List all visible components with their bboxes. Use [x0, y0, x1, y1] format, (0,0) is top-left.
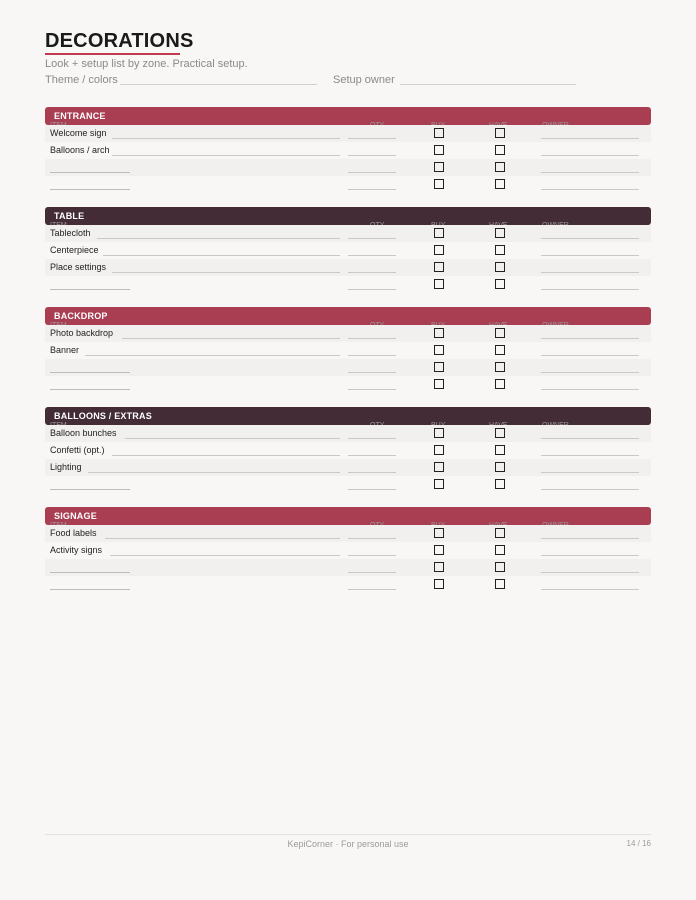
qty-field[interactable]: [348, 438, 396, 439]
footer-text: KepiCorner · For personal use: [287, 839, 409, 849]
list-item: [45, 459, 651, 476]
item-notes-line[interactable]: [103, 255, 340, 256]
buy-checkbox[interactable]: [434, 462, 444, 472]
item-name: Welcome sign: [50, 128, 107, 138]
page: [45, 0, 651, 900]
have-checkbox[interactable]: [495, 579, 505, 589]
list-item: [45, 359, 651, 376]
buy-checkbox[interactable]: [434, 345, 444, 355]
buy-checkbox[interactable]: [434, 445, 444, 455]
owner-field[interactable]: [541, 272, 639, 273]
item-name: Balloons / arch: [50, 145, 110, 155]
list-item: [45, 442, 651, 459]
have-checkbox[interactable]: [495, 262, 505, 272]
owner-field[interactable]: [541, 389, 639, 390]
qty-field[interactable]: [348, 538, 396, 539]
qty-field[interactable]: [348, 255, 396, 256]
list-item: [45, 542, 651, 559]
qty-field[interactable]: [348, 372, 396, 373]
item-blank-field[interactable]: [50, 589, 130, 590]
owner-field[interactable]: [541, 472, 639, 473]
owner-field[interactable]: [541, 455, 639, 456]
list-item: [45, 425, 651, 442]
section-signage: [45, 507, 651, 593]
item-name: Place settings: [50, 262, 107, 272]
list-item: [45, 159, 651, 176]
list-item: [45, 576, 651, 593]
footer-divider: [45, 834, 651, 835]
item-name: Activity signs: [50, 545, 103, 555]
section-backdrop: [45, 307, 651, 393]
owner-field[interactable]: [541, 372, 639, 373]
buy-checkbox[interactable]: [434, 328, 444, 338]
qty-field[interactable]: [348, 455, 396, 456]
owner-field[interactable]: [541, 138, 639, 139]
qty-field[interactable]: [348, 572, 396, 573]
have-checkbox[interactable]: [495, 528, 505, 538]
item-name: Photo backdrop: [50, 328, 114, 338]
section-balloons-extras: [45, 407, 651, 493]
item-notes-line[interactable]: [88, 472, 340, 473]
owner-field[interactable]: [541, 555, 639, 556]
owner-field[interactable]: [541, 255, 639, 256]
owner-field[interactable]: [541, 489, 639, 490]
section-header: BALLOONS / EXTRAS: [45, 407, 651, 425]
have-checkbox[interactable]: [495, 128, 505, 138]
owner-field[interactable]: [541, 338, 639, 339]
item-notes-line[interactable]: [125, 438, 340, 439]
list-item: [45, 476, 651, 493]
have-checkbox[interactable]: [495, 245, 505, 255]
owner-field[interactable]: [541, 438, 639, 439]
section-header: ENTRANCE: [45, 107, 651, 125]
qty-field[interactable]: [348, 155, 396, 156]
item-name: Centerpiece: [50, 245, 99, 255]
list-item: [45, 125, 651, 142]
buy-checkbox[interactable]: [434, 479, 444, 489]
item-name: Balloon bunches: [50, 428, 117, 438]
owner-field[interactable]: [541, 289, 639, 290]
buy-checkbox[interactable]: [434, 228, 444, 238]
have-checkbox[interactable]: [495, 428, 505, 438]
list-item: [45, 242, 651, 259]
owner-field[interactable]: [541, 172, 639, 173]
buy-checkbox[interactable]: [434, 262, 444, 272]
item-notes-line[interactable]: [112, 155, 340, 156]
qty-field[interactable]: [348, 555, 396, 556]
item-name: Food labels: [50, 528, 97, 538]
have-checkbox[interactable]: [495, 279, 505, 289]
page-title: DECORATIONS: [45, 30, 194, 52]
qty-field[interactable]: [348, 589, 396, 590]
buy-checkbox[interactable]: [434, 562, 444, 572]
qty-field[interactable]: [348, 172, 396, 173]
list-item: [45, 325, 651, 342]
item-blank-field[interactable]: [50, 489, 130, 490]
section-header: TABLE: [45, 207, 651, 225]
owner-field[interactable]: [541, 189, 639, 190]
item-notes-line[interactable]: [110, 555, 340, 556]
have-checkbox[interactable]: [495, 179, 505, 189]
list-item: [45, 342, 651, 359]
page-subtitle: Look + setup list by zone. Practical setup.: [45, 58, 248, 70]
section-header: SIGNAGE: [45, 507, 651, 525]
item-notes-line[interactable]: [105, 538, 340, 539]
buy-checkbox[interactable]: [434, 245, 444, 255]
qty-field[interactable]: [348, 272, 396, 273]
list-item: [45, 176, 651, 193]
item-notes-line[interactable]: [85, 355, 340, 356]
qty-field[interactable]: [348, 389, 396, 390]
have-checkbox[interactable]: [495, 462, 505, 472]
qty-field[interactable]: [348, 138, 396, 139]
item-name: Lighting: [50, 462, 82, 472]
have-checkbox[interactable]: [495, 362, 505, 372]
have-checkbox[interactable]: [495, 145, 505, 155]
setup-owner-label: Setup owner: [333, 74, 395, 86]
buy-checkbox[interactable]: [434, 145, 444, 155]
buy-checkbox[interactable]: [434, 162, 444, 172]
buy-checkbox[interactable]: [434, 428, 444, 438]
owner-field[interactable]: [541, 238, 639, 239]
theme-colors-label: Theme / colors: [45, 74, 118, 86]
qty-field[interactable]: [348, 472, 396, 473]
meta-row: [45, 74, 585, 88]
page-number: 14 / 16: [626, 839, 651, 848]
have-checkbox[interactable]: [495, 562, 505, 572]
have-checkbox[interactable]: [495, 545, 505, 555]
item-notes-line[interactable]: [112, 455, 340, 456]
have-checkbox[interactable]: [495, 479, 505, 489]
qty-field[interactable]: [348, 289, 396, 290]
buy-checkbox[interactable]: [434, 362, 444, 372]
setup-owner-field[interactable]: [400, 84, 576, 85]
list-item: [45, 376, 651, 393]
have-checkbox[interactable]: [495, 379, 505, 389]
item-notes-line[interactable]: [97, 238, 340, 239]
buy-checkbox[interactable]: [434, 179, 444, 189]
item-blank-field[interactable]: [50, 389, 130, 390]
item-blank-field[interactable]: [50, 172, 130, 173]
have-checkbox[interactable]: [495, 228, 505, 238]
owner-field[interactable]: [541, 155, 639, 156]
buy-checkbox[interactable]: [434, 279, 444, 289]
list-item: [45, 259, 651, 276]
qty-field[interactable]: [348, 489, 396, 490]
section-table: [45, 207, 651, 293]
owner-field[interactable]: [541, 589, 639, 590]
owner-field[interactable]: [541, 538, 639, 539]
item-notes-line[interactable]: [112, 272, 340, 273]
have-checkbox[interactable]: [495, 162, 505, 172]
qty-field[interactable]: [348, 189, 396, 190]
buy-checkbox[interactable]: [434, 379, 444, 389]
list-item: [45, 276, 651, 293]
list-item: [45, 142, 651, 159]
buy-checkbox[interactable]: [434, 128, 444, 138]
qty-field[interactable]: [348, 338, 396, 339]
list-item: [45, 225, 651, 242]
qty-field[interactable]: [348, 355, 396, 356]
buy-checkbox[interactable]: [434, 545, 444, 555]
have-checkbox[interactable]: [495, 345, 505, 355]
item-notes-line[interactable]: [112, 138, 340, 139]
list-item: [45, 559, 651, 576]
section-entrance: [45, 107, 651, 193]
item-blank-field[interactable]: [50, 372, 130, 373]
have-checkbox[interactable]: [495, 328, 505, 338]
buy-checkbox[interactable]: [434, 579, 444, 589]
item-name: Banner: [50, 345, 80, 355]
item-blank-field[interactable]: [50, 189, 130, 190]
theme-colors-field[interactable]: [120, 84, 317, 85]
have-checkbox[interactable]: [495, 445, 505, 455]
owner-field[interactable]: [541, 572, 639, 573]
item-notes-line[interactable]: [122, 338, 340, 339]
title-underline: [45, 53, 180, 55]
item-blank-field[interactable]: [50, 289, 130, 290]
owner-field[interactable]: [541, 355, 639, 356]
section-header: BACKDROP: [45, 307, 651, 325]
qty-field[interactable]: [348, 238, 396, 239]
list-item: [45, 525, 651, 542]
buy-checkbox[interactable]: [434, 528, 444, 538]
item-name: Confetti (opt.): [50, 445, 105, 455]
item-name: Tablecloth: [50, 228, 91, 238]
item-blank-field[interactable]: [50, 572, 130, 573]
